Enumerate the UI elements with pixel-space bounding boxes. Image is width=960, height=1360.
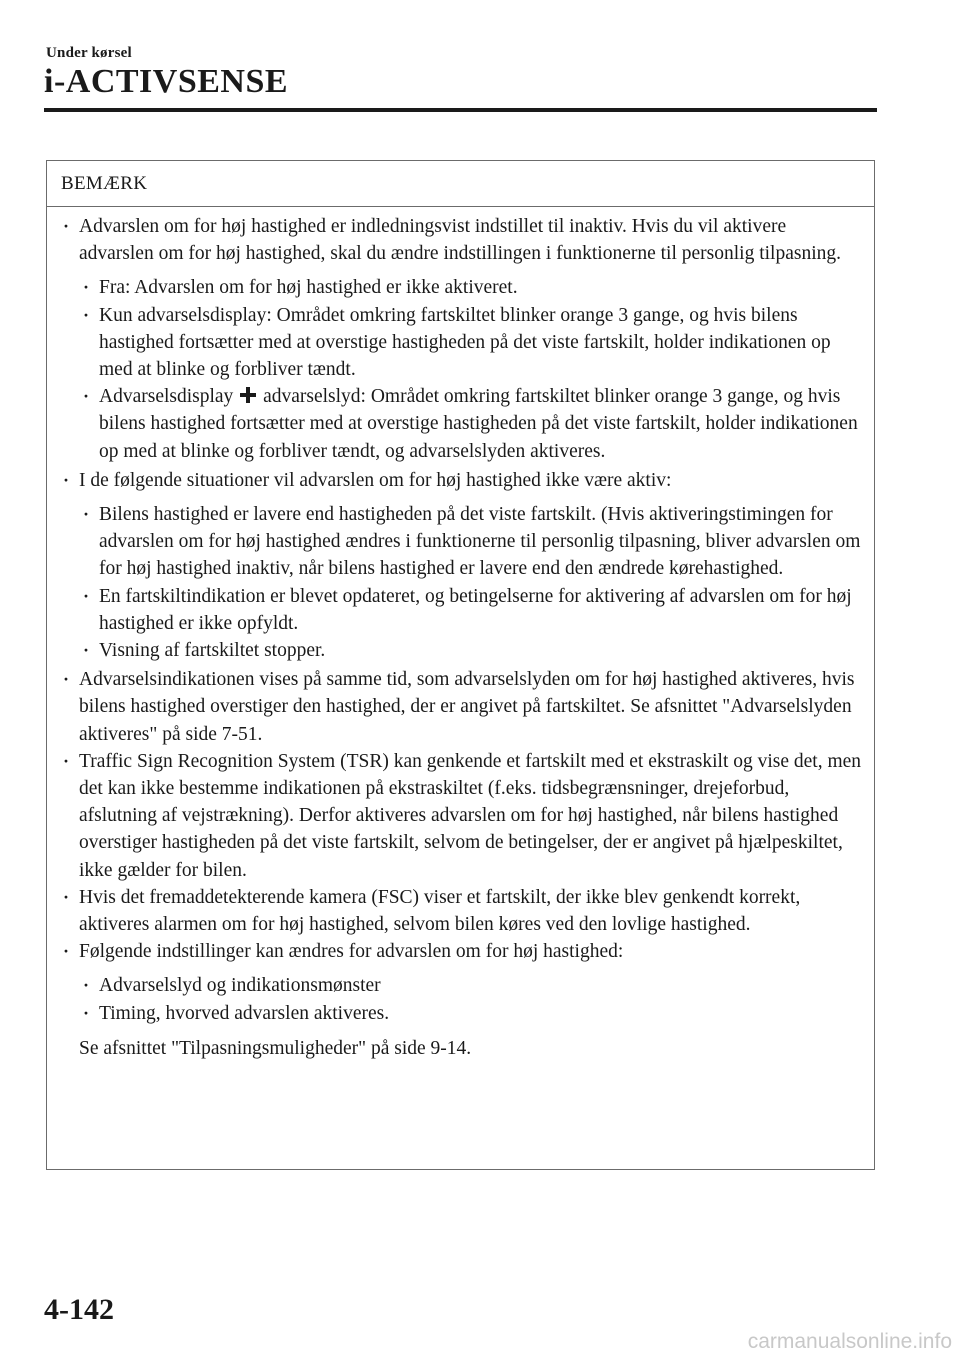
bullet-icon: · (83, 640, 90, 661)
section-label: Under kørsel (46, 45, 132, 61)
bullet-icon: · (83, 975, 90, 996)
bullet-item (61, 748, 862, 884)
bullet-text: Hvis det fremaddetekterende kamera (FSC) viser et fartskilt, der ikke blev genkendt korrekt, aktiveres alarmen om for høj hastighed, selvom bilen køres ved den lovlige hastighed. (79, 886, 801, 936)
closing-reference: Se afsnittet "Tilpasningsmuligheder" på side 9-14. (79, 1037, 472, 1059)
bullet-icon: · (63, 941, 70, 962)
bullet-text: I de følgende situationer vil advarslen om for høj hastighed ikke være aktiv: (79, 469, 672, 491)
sub-bullet-item (61, 383, 862, 465)
sub-bullet-text: Visning af fartskiltet stopper. (99, 640, 326, 662)
bullet-icon: · (83, 386, 90, 407)
bullet-icon: · (83, 277, 90, 298)
watermark: carmanualsonline.info (747, 1330, 952, 1353)
sub-bullet-item (61, 274, 862, 301)
bullet-text: Advarslen om for høj hastighed er indledningsvist indstillet til inaktiv. Hvis du vil aktivere advarslen om for høj hastighed, skal du ændre indstillingen i funktionerne til personlig tilpasning. (79, 216, 842, 265)
bullet-text: Følgende indstillinger kan ændres for advarslen om for høj hastighed: (79, 941, 624, 963)
chapter-title: i-ACTIVSENSE (44, 63, 289, 100)
bullet-item (61, 467, 862, 494)
note-body (47, 207, 874, 1062)
sub-bullet-text: Kun advarselsdisplay: Området omkring fartskiltet blinker orange 3 gange, og hvis bilens hastighed fortsætter med at overstige hastigheden på det viste fartskilt, holder indikationen op med at blinke og forbliver tændt. (99, 304, 831, 381)
bullet-icon: · (63, 469, 70, 490)
sub-list (61, 972, 862, 1026)
note-heading: BEMÆRK (47, 161, 874, 207)
sub-bullet-text: Advarselsdisplay (99, 386, 234, 408)
bullet-item (61, 213, 862, 267)
sub-bullet-text: Bilens hastighed er lavere end hastigheden på det viste fartskilt. (Hvis aktiveringstimingen for advarslen om for høj hastighed ændres i funktionerne til personlig tilpasning, bliver advarslen om for høj hastighed inaktiv, når bilens hastighed er lavere end den ændrede kørehastighed. (99, 504, 861, 580)
sub-bullet-item (61, 583, 862, 637)
sub-bullet-text: advarselslyd: Området omkring fartskiltet blinker orange 3 gange, og hvis bilens hastighed fortsætter med at overstige hastigheden på det viste fartskilt, holder indikationen op med at blinke og forbliver tændt, og advarselslyden aktiveres. (99, 386, 858, 462)
page-number: 4-142 (44, 1293, 114, 1326)
sub-bullet-item (61, 972, 862, 999)
bullet-icon: · (83, 504, 90, 525)
sub-bullet-text: En fartskiltindikation er blevet opdateret, og betingelserne for aktivering af advarslen om for høj hastighed er ikke opfyldt. (99, 585, 852, 634)
plus-icon (240, 387, 256, 403)
sub-list (61, 501, 862, 664)
sub-bullet-text: Advarselslyd og indikationsmønster (99, 975, 381, 997)
sub-bullet-item (61, 501, 862, 583)
bullet-item (61, 938, 862, 965)
bullet-icon: · (83, 585, 90, 606)
sub-bullet-text: Fra: Advarslen om for høj hastighed er ikke aktiveret. (99, 277, 518, 299)
bullet-icon: · (63, 216, 70, 236)
bullet-icon: · (63, 669, 70, 690)
bullet-item (61, 666, 862, 748)
bullet-icon: · (83, 1002, 90, 1023)
bullet-icon: · (83, 304, 90, 325)
bullet-item (61, 884, 862, 938)
header-rule (44, 108, 877, 112)
bullet-icon: · (63, 750, 70, 771)
bullet-text: Traffic Sign Recognition System (TSR) kan genkende et fartskilt med et ekstraskilt og vise det, men det kan ikke bestemme indikationen på ekstraskiltet (f.eks. tidsbegrænsninger, drejeforbud, afslutning af vejstrækning). Derfor aktiveres advarslen om for høj hastighed, når bilens hastighed overstiger hastigheden på det viste fartskilt, selvom de betingelser, der er angivet på hjælpeskiltet, ikke gælder for bilen. (79, 750, 862, 881)
sub-list (61, 274, 862, 464)
sub-bullet-item (61, 302, 862, 384)
sub-bullet-text: Timing, hvorved advarslen aktiveres. (99, 1002, 390, 1024)
sub-bullet-item (61, 1000, 862, 1027)
note-box (46, 160, 875, 1170)
bullet-text: Advarselsindikationen vises på samme tid, som advarselslyden om for høj hastighed aktiveres, hvis bilens hastighed overstiger den hastighed, der er angivet på fartskiltet. Se afsnittet "Advarselslyden aktiveres" på side 7-51. (79, 669, 855, 745)
bullet-icon: · (63, 886, 70, 907)
sub-bullet-item (61, 637, 862, 664)
